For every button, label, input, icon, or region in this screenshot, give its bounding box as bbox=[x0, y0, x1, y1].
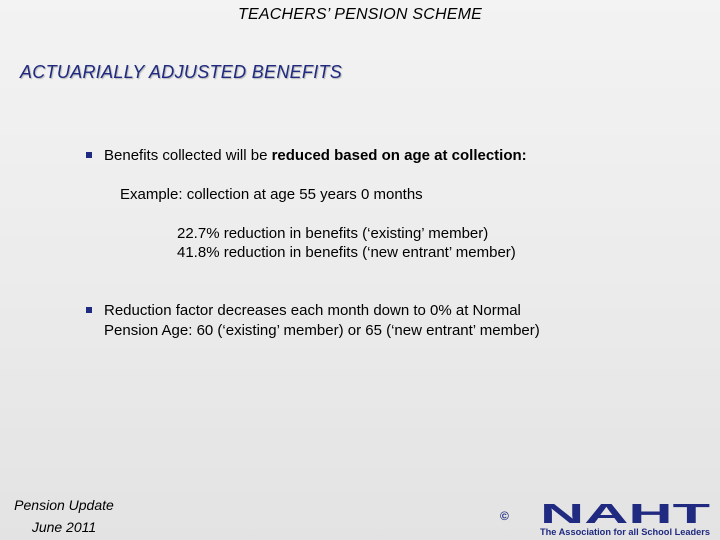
page-header-title: TEACHERS’ PENSION SCHEME bbox=[238, 6, 482, 23]
example-line: Example: collection at age 55 years 0 months bbox=[120, 186, 423, 203]
naht-logo-graphic bbox=[537, 499, 713, 537]
bullet-text-normal: Benefits collected will be bbox=[104, 147, 272, 164]
detail-new-entrant: 41.8% reduction in benefits (‘new entrant’ member) bbox=[177, 244, 516, 261]
detail-existing-member: 22.7% reduction in benefits (‘existing’ member) bbox=[177, 225, 489, 242]
bullet-square-icon bbox=[86, 307, 92, 313]
bullet-text bbox=[104, 146, 527, 166]
naht-logo bbox=[537, 499, 713, 537]
bullet-square-icon bbox=[86, 152, 92, 158]
logo-tagline: The Association for all School Leaders bbox=[540, 527, 710, 537]
footer-date: June 2011 bbox=[31, 519, 97, 535]
footer-title: Pension Update bbox=[14, 497, 114, 513]
logo-wordmark: NAHT bbox=[540, 499, 710, 529]
bullet-text-bold: reduced based on age at collection: bbox=[271, 147, 527, 164]
bullet-text-line-1: Reduction factor decreases each month down to 0% at Normal bbox=[104, 302, 521, 319]
slide-title: ACTUARIALLY ADJUSTED BENEFITS bbox=[20, 62, 343, 82]
copyright-symbol: © bbox=[500, 509, 509, 523]
footer-caption bbox=[0, 494, 128, 538]
bullet-text-line-2: Pension Age: 60 (‘existing’ member) or 65 (‘new entrant’ member) bbox=[104, 322, 540, 339]
